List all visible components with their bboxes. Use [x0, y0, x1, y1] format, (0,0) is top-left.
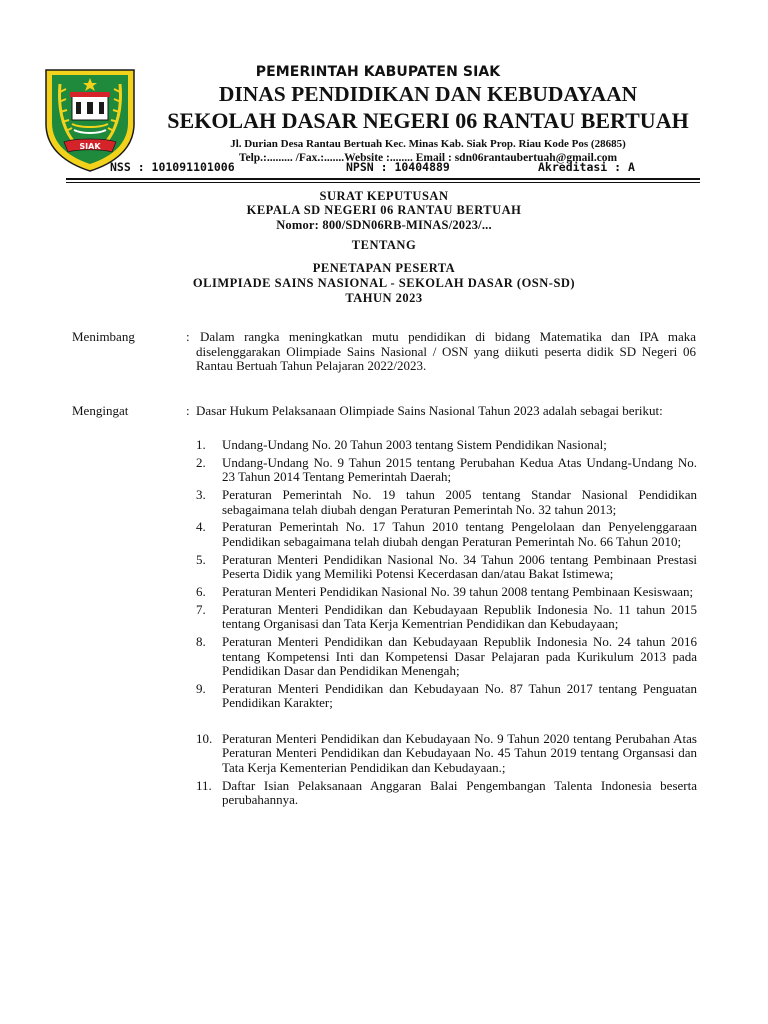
doc-subject-3: TAHUN 2023: [345, 291, 423, 305]
list-item-text: Undang-Undang No. 20 Tahun 2003 tentang Sistem Pendidikan Nasional;: [222, 437, 607, 452]
list-item-number: 9.: [196, 680, 206, 696]
doc-about: TENTANG: [351, 238, 417, 252]
list-item: [196, 603, 697, 632]
mengingat-label: Mengingat: [72, 403, 129, 418]
menimbang-label: Menimbang: [72, 329, 135, 344]
list-item: [196, 779, 697, 808]
list-item-number: 3.: [196, 487, 206, 503]
list-item-text: Peraturan Pemerintah No. 19 tahun 2005 tentang Standar Nasional Pendidikan sebagaimana telah diubah dengan Peraturan Pemerintah No. 32 tahun 2013;: [222, 487, 697, 517]
list-item: [196, 553, 697, 582]
letterhead-rule-thin: [66, 182, 700, 183]
doc-number: Nomor: 800/SDN06RB-MINAS/2023/...: [276, 218, 492, 232]
school-contact: Telp.:......... /Fax.:.......Website :........ Email : sdn06rantaubertuah@gmail.com: [238, 152, 618, 164]
list-item-text: Peraturan Menteri Pendidikan dan Kebudayaan Republik Indonesia No. 11 tahun 2015 tentang Organisasi dan Tata Kerja Kementrian Pendidikan dan Kebudayaan;: [222, 601, 697, 632]
mengingat-colon: :: [186, 403, 190, 418]
accreditation: Akreditasi : A: [538, 160, 635, 174]
list-item-number: 1.: [196, 437, 206, 452]
list-item-number: 6.: [196, 583, 206, 599]
menimbang-colon: :: [186, 329, 190, 344]
list-item-text: Daftar Isian Pelaksanaan Anggaran Balai Pengembangan Talenta Indonesia beserta perubahannya.: [222, 777, 697, 808]
list-item: [196, 682, 697, 711]
list-item: [196, 438, 697, 453]
list-item-number: 2.: [196, 454, 206, 470]
mengingat-intro: Dasar Hukum Pelaksanaan Olimpiade Sains Nasional Tahun 2023 adalah sebagai berikut:: [196, 403, 663, 418]
list-item-text: Peraturan Pemerintah No. 17 Tahun 2010 tentang Pengelolaan dan Penyelenggaraan Pendidikan sebagaimana telah diubah dengan Peraturan Pemerintah No. 66 Tahun 2010;: [222, 519, 697, 549]
school-name: SEKOLAH DASAR NEGERI 06 RANTAU BERTUAH: [167, 108, 689, 133]
doc-subject-2: OLIMPIADE SAINS NASIONAL - SEKOLAH DASAR (OSN-SD): [192, 276, 576, 290]
letterhead-rule-thick: [66, 178, 700, 180]
list-item-number: 8.: [196, 634, 206, 650]
school-address: Jl. Durian Desa Rantau Bertuah Kec. Minas Kab. Siak Prop. Riau Kode Pos (28685): [230, 138, 626, 150]
list-item-number: 11.: [196, 777, 212, 793]
list-item: [196, 520, 697, 549]
government-name: PEMERINTAH KABUPATEN SIAK: [255, 64, 501, 80]
list-item-number: 5.: [196, 551, 206, 567]
list-item: [196, 456, 697, 485]
nss-number: NSS : 101091101006: [110, 160, 235, 174]
list-item-text: Undang-Undang No. 9 Tahun 2015 tentang Perubahan Kedua Atas Undang-Undang No. 23 Tahun 2014 Tentang Pemerintah Daerah;: [222, 454, 697, 485]
list-item: [196, 585, 697, 600]
list-item-number: 7.: [196, 601, 206, 617]
list-item-text: Peraturan Menteri Pendidikan dan Kebudayaan No. 9 Tahun 2020 tentang Perubahan Atas Peraturan Menteri Pendidikan dan Kebudayaan No. 45 Tahun 2019 tentang Organsasi dan Tata Kerja Kementerian Pendidikan dan Kebudayaan.;: [222, 730, 697, 775]
doc-subject-1: PENETAPAN PESERTA: [312, 261, 456, 275]
list-item: [196, 635, 697, 679]
menimbang-text: Dalam rangka meningkatkan mutu pendidikan di bidang Matematika dan IPA maka diselenggarakan Olimpiade Sains Nasional / OSN yang diikuti peserta didik SD Negeri 06 Rantau Bertuah Tahun Pelajaran 2022/2023.: [196, 329, 696, 373]
list-item-number: 10.: [196, 730, 213, 746]
list-item: [196, 732, 697, 776]
legal-basis-list: [196, 438, 697, 811]
doc-issuer: KEPALA SD NEGERI 06 RANTAU BERTUAH: [246, 203, 522, 217]
list-item-text: Peraturan Menteri Pendidikan Nasional No. 34 Tahun 2006 tentang Pembinaan Prestasi Peserta Didik yang Memiliki Potensi Kecerdasan dan/atau Bakat Istimewa;: [222, 551, 697, 582]
npsn-number: NPSN : 10404889: [346, 160, 450, 174]
list-item-text: Peraturan Menteri Pendidikan dan Kebudayaan Republik Indonesia No. 24 tahun 2016 tentang Kompetensi Inti dan Kompetensi Dasar Pelajaran pada Kurikulum 2013 pada Pendidikan Dasar dan Pendidikan Menengah;: [222, 634, 697, 679]
doc-type: SURAT KEPUTUSAN: [319, 189, 449, 203]
list-item-text: Peraturan Menteri Pendidikan Nasional No. 39 tahun 2008 tentang Pembinaan Kesiswaan;: [222, 583, 694, 599]
agency-name: DINAS PENDIDIKAN DAN KEBUDAYAAN: [218, 82, 638, 106]
list-item-text: Peraturan Menteri Pendidikan dan Kebudayaan No. 87 Tahun 2017 tentang Penguatan Pendidikan Karakter;: [222, 680, 697, 711]
list-item: [196, 488, 697, 517]
list-item-number: 4.: [196, 519, 206, 535]
logo-text: SIAK: [79, 142, 101, 151]
